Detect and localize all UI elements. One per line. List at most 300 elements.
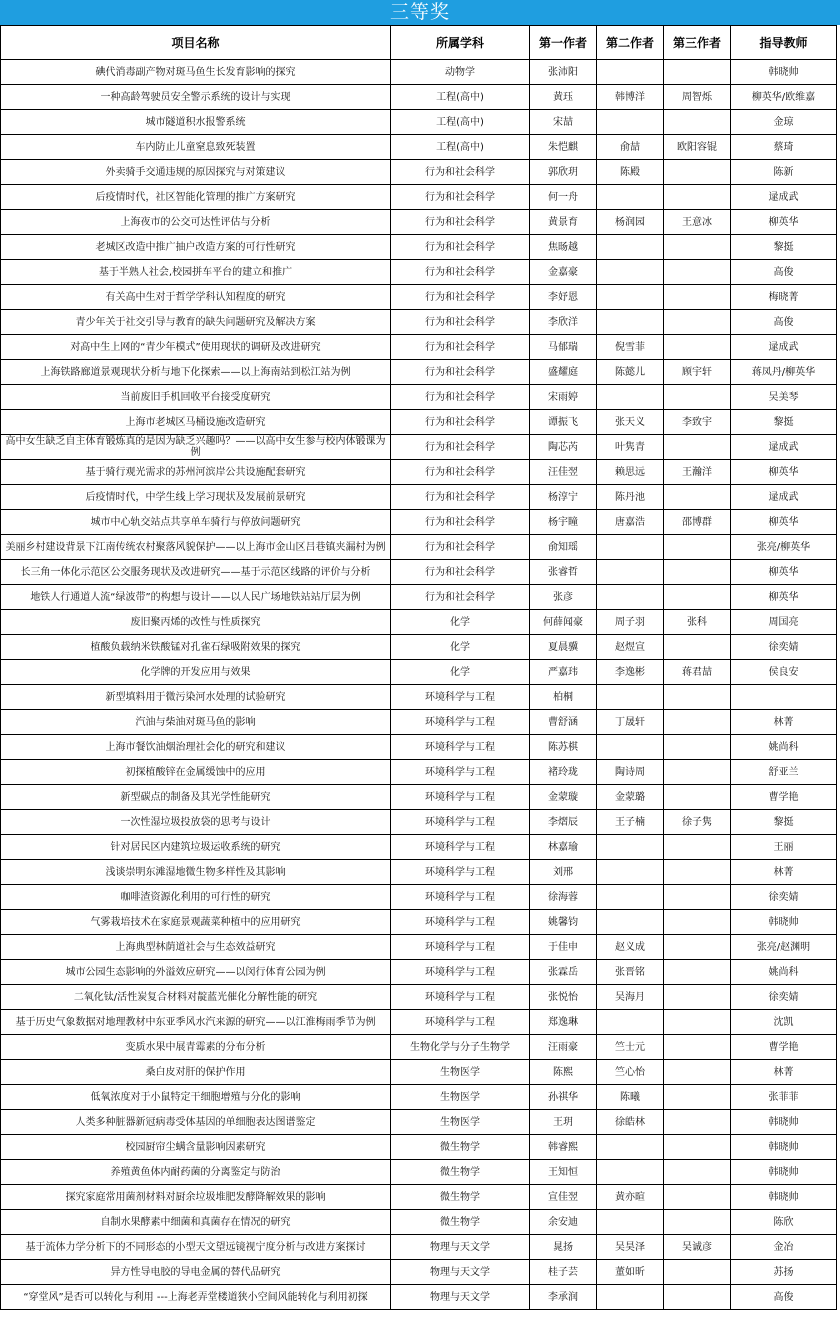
third-author-cell [664, 160, 731, 185]
table-row [1, 935, 837, 960]
third-author-cell [664, 285, 731, 310]
discipline-cell: 微生物学 [391, 1185, 530, 1210]
third-author-cell: 徐子隽 [664, 810, 731, 835]
second-author-cell [597, 310, 664, 335]
project-name-cell: 植酸负载纳米铁酸锰对孔雀石绿吸附效果的探究 [1, 635, 391, 660]
table-row [1, 1135, 837, 1160]
project-name-cell: 探究家庭常用菌剂材料对厨余垃圾堆肥发酵降解效果的影响 [1, 1185, 391, 1210]
second-author-cell: 唐嘉浩 [597, 510, 664, 535]
table-row [1, 660, 837, 685]
third-author-cell [664, 1260, 731, 1285]
project-name-cell: 养殖黄鱼体内耐药菌的分离鉴定与防治 [1, 1160, 391, 1185]
table-row [1, 760, 837, 785]
third-author-cell [664, 785, 731, 810]
first-author-cell: 杨淳宁 [530, 485, 597, 510]
project-name-cell: 上海市餐饮油烟治理社会化的研究和建议 [1, 735, 391, 760]
discipline-cell: 环境科学与工程 [391, 785, 530, 810]
advisor-cell: 逯成武 [731, 185, 837, 210]
advisor-cell: 沈凯 [731, 1010, 837, 1035]
project-name-cell: 城市隧道积水报警系统 [1, 110, 391, 135]
project-name-cell: 外卖骑手交通违规的原因探究与对策建议 [1, 160, 391, 185]
advisor-cell: 柳英华 [731, 210, 837, 235]
discipline-cell: 动物学 [391, 60, 530, 85]
first-author-cell: 褚玲珑 [530, 760, 597, 785]
second-author-cell: 董如昕 [597, 1260, 664, 1285]
first-author-cell: 谭振飞 [530, 410, 597, 435]
third-author-cell: 吴诚彦 [664, 1235, 731, 1260]
advisor-cell: 周国亮 [731, 610, 837, 635]
project-name-cell: 基于骑行观光需求的苏州河滨岸公共设施配套研究 [1, 460, 391, 485]
third-author-cell [664, 185, 731, 210]
discipline-cell: 环境科学与工程 [391, 960, 530, 985]
discipline-cell: 行为和社会科学 [391, 535, 530, 560]
first-author-cell: 张悦怡 [530, 985, 597, 1010]
third-author-cell [664, 1160, 731, 1185]
first-author-cell: 柏桐 [530, 685, 597, 710]
table-row [1, 235, 837, 260]
second-author-cell: 吴昊泽 [597, 1235, 664, 1260]
discipline-cell: 工程(高中) [391, 85, 530, 110]
advisor-cell: 逯成武 [731, 435, 837, 460]
second-author-cell: 陈丹池 [597, 485, 664, 510]
first-author-cell: 桂子芸 [530, 1260, 597, 1285]
table-row [1, 1285, 837, 1310]
third-author-cell [664, 435, 731, 460]
project-name-cell: 自制水果酵素中细菌和真菌存在情况的研究 [1, 1210, 391, 1235]
advisor-cell: 黎挺 [731, 810, 837, 835]
table-row [1, 110, 837, 135]
advisor-cell: 柳英华 [731, 510, 837, 535]
second-author-cell: 杨润园 [597, 210, 664, 235]
advisor-cell: 蒋凤丹/柳英华 [731, 360, 837, 385]
third-author-cell: 欧阳容锟 [664, 135, 731, 160]
second-author-cell [597, 685, 664, 710]
discipline-cell: 生物医学 [391, 1110, 530, 1135]
third-author-cell [664, 260, 731, 285]
discipline-cell: 环境科学与工程 [391, 835, 530, 860]
first-author-cell: 马郁瑞 [530, 335, 597, 360]
first-author-cell: 于佳申 [530, 935, 597, 960]
table-row [1, 1260, 837, 1285]
discipline-cell: 行为和社会科学 [391, 510, 530, 535]
discipline-cell: 行为和社会科学 [391, 260, 530, 285]
first-author-cell: 郭欣玥 [530, 160, 597, 185]
project-name-cell: 一次性湿垃圾投放袋的思考与设计 [1, 810, 391, 835]
first-author-cell: 金蒙璇 [530, 785, 597, 810]
first-author-cell: 孙祺华 [530, 1085, 597, 1110]
first-author-cell: 韩睿熙 [530, 1135, 597, 1160]
third-author-cell [664, 1035, 731, 1060]
table-row [1, 60, 837, 85]
table-row [1, 710, 837, 735]
advisor-cell: 徐奕婧 [731, 985, 837, 1010]
advisor-cell: 林菁 [731, 1060, 837, 1085]
third-author-cell [664, 685, 731, 710]
table-row [1, 985, 837, 1010]
first-author-cell: 严嘉玮 [530, 660, 597, 685]
first-author-cell: 徐海蓉 [530, 885, 597, 910]
first-author-cell: 李欣洋 [530, 310, 597, 335]
first-author-cell: 汪雨豪 [530, 1035, 597, 1060]
second-author-cell [597, 1285, 664, 1310]
second-author-cell: 竺士元 [597, 1035, 664, 1060]
advisor-cell: 徐奕婧 [731, 635, 837, 660]
advisor-cell: 陈欣 [731, 1210, 837, 1235]
second-author-cell [597, 235, 664, 260]
second-author-cell [597, 285, 664, 310]
second-author-cell: 李逸彬 [597, 660, 664, 685]
award-table [0, 25, 837, 1310]
discipline-cell: 环境科学与工程 [391, 1010, 530, 1035]
third-author-cell [664, 1010, 731, 1035]
discipline-cell: 物理与天文学 [391, 1285, 530, 1310]
project-name-cell: 二氧化钛/活性炭复合材料对靛蓝光催化分解性能的研究 [1, 985, 391, 1010]
discipline-cell: 环境科学与工程 [391, 885, 530, 910]
table-row [1, 785, 837, 810]
table-row [1, 210, 837, 235]
project-name-cell: 上海夜市的公交可达性评估与分析 [1, 210, 391, 235]
project-name-cell: 有关高中生对于哲学学科认知程度的研究 [1, 285, 391, 310]
advisor-cell: 韩晓帅 [731, 1160, 837, 1185]
discipline-cell: 行为和社会科学 [391, 210, 530, 235]
third-author-cell [664, 860, 731, 885]
project-name-cell: 美丽乡村建设背景下江南传统农村聚落风貌保护——以上海市金山区吕巷镇夹漏村为例 [1, 535, 391, 560]
third-author-cell [664, 60, 731, 85]
second-author-cell [597, 60, 664, 85]
second-author-cell [597, 1210, 664, 1235]
project-name-cell: 上海典型林荫道社会与生态效益研究 [1, 935, 391, 960]
second-author-cell [597, 1010, 664, 1035]
project-name-cell: 高中女生缺乏自主体育锻炼真的是因为缺乏兴趣吗？——以高中女生参与校内体锻课为例 [1, 435, 391, 460]
discipline-cell: 微生物学 [391, 1210, 530, 1235]
third-author-cell [664, 985, 731, 1010]
third-author-cell: 李致宇 [664, 410, 731, 435]
third-author-cell [664, 960, 731, 985]
header-third-author: 第三作者 [664, 26, 731, 60]
first-author-cell: 夏晨骥 [530, 635, 597, 660]
discipline-cell: 行为和社会科学 [391, 485, 530, 510]
first-author-cell: 张沛阳 [530, 60, 597, 85]
advisor-cell: 苏扬 [731, 1260, 837, 1285]
second-author-cell [597, 910, 664, 935]
advisor-cell: 林菁 [731, 710, 837, 735]
advisor-cell [731, 685, 837, 710]
discipline-cell: 行为和社会科学 [391, 235, 530, 260]
project-name-cell: 新型碳点的制备及其光学性能研究 [1, 785, 391, 810]
discipline-cell: 行为和社会科学 [391, 560, 530, 585]
table-row [1, 335, 837, 360]
third-author-cell [664, 385, 731, 410]
table-row [1, 560, 837, 585]
first-author-cell: 金嘉豪 [530, 260, 597, 285]
second-author-cell: 赖思远 [597, 460, 664, 485]
first-author-cell: 晁扬 [530, 1235, 597, 1260]
advisor-cell: 侯良安 [731, 660, 837, 685]
discipline-cell: 行为和社会科学 [391, 185, 530, 210]
advisor-cell: 张亮/柳英华 [731, 535, 837, 560]
discipline-cell: 行为和社会科学 [391, 160, 530, 185]
third-author-cell [664, 735, 731, 760]
project-name-cell: 咖啡渣资源化利用的可行性的研究 [1, 885, 391, 910]
table-row [1, 1160, 837, 1185]
advisor-cell: 柳英华 [731, 585, 837, 610]
third-author-cell: 顾宇轩 [664, 360, 731, 385]
second-author-cell: 吴海月 [597, 985, 664, 1010]
third-author-cell [664, 1085, 731, 1110]
project-name-cell: 基于半熟人社会,校园拼车平台的建立和推广 [1, 260, 391, 285]
second-author-cell: 周子羽 [597, 610, 664, 635]
second-author-cell: 倪雪菲 [597, 335, 664, 360]
project-name-cell: 校园厨帘尘螨含量影响因素研究 [1, 1135, 391, 1160]
second-author-cell: 俞喆 [597, 135, 664, 160]
third-author-cell [664, 335, 731, 360]
advisor-cell: 梅晓菁 [731, 285, 837, 310]
first-author-cell: 李承润 [530, 1285, 597, 1310]
discipline-cell: 行为和社会科学 [391, 585, 530, 610]
table-row [1, 135, 837, 160]
table-row [1, 1010, 837, 1035]
second-author-cell [597, 385, 664, 410]
first-author-cell: 何一舟 [530, 185, 597, 210]
table-row [1, 685, 837, 710]
project-name-cell: 一种高龄驾驶员安全警示系统的设计与实现 [1, 85, 391, 110]
first-author-cell: 焦旸越 [530, 235, 597, 260]
table-body [1, 60, 837, 1310]
first-author-cell: 李熠辰 [530, 810, 597, 835]
project-name-cell: 上海市老城区马桶设施改造研究 [1, 410, 391, 435]
second-author-cell [597, 260, 664, 285]
table-header-row [1, 26, 837, 60]
first-author-cell: 杨宇瞳 [530, 510, 597, 535]
table-row [1, 585, 837, 610]
advisor-cell: 金冶 [731, 1235, 837, 1260]
first-author-cell: 黄景育 [530, 210, 597, 235]
advisor-cell: 徐奕婧 [731, 885, 837, 910]
advisor-cell: 韩晓帅 [731, 1185, 837, 1210]
project-name-cell: 异方性导电胶的导电金属的替代品研究 [1, 1260, 391, 1285]
table-row [1, 285, 837, 310]
discipline-cell: 环境科学与工程 [391, 910, 530, 935]
advisor-cell: 吴美琴 [731, 385, 837, 410]
second-author-cell: 王子楠 [597, 810, 664, 835]
third-author-cell [664, 235, 731, 260]
discipline-cell: 行为和社会科学 [391, 360, 530, 385]
third-author-cell: 王瀚洋 [664, 460, 731, 485]
project-name-cell: “穿堂风”是否可以转化与利用 ---上海老弄堂楼道狭小空间风能转化与利用初探 [1, 1285, 391, 1310]
project-name-cell: 气雾栽培技术在家庭景观蔬菜种植中的应用研究 [1, 910, 391, 935]
third-author-cell [664, 1110, 731, 1135]
table-row [1, 610, 837, 635]
advisor-cell: 柳英华 [731, 460, 837, 485]
advisor-cell: 张亮/赵渊明 [731, 935, 837, 960]
discipline-cell: 环境科学与工程 [391, 860, 530, 885]
project-name-cell: 基于流体力学分析下的不同形态的小型天文望远镜视宁度分析与改进方案探讨 [1, 1235, 391, 1260]
advisor-cell: 韩晓帅 [731, 910, 837, 935]
third-author-cell [664, 835, 731, 860]
project-name-cell: 针对居民区内建筑垃圾运收系统的研究 [1, 835, 391, 860]
second-author-cell: 陈曦 [597, 1085, 664, 1110]
table-row [1, 385, 837, 410]
third-author-cell: 邵博群 [664, 510, 731, 535]
discipline-cell: 微生物学 [391, 1160, 530, 1185]
second-author-cell: 竺心怡 [597, 1060, 664, 1085]
advisor-cell: 逯成武 [731, 335, 837, 360]
second-author-cell: 徐皓林 [597, 1110, 664, 1135]
discipline-cell: 行为和社会科学 [391, 285, 530, 310]
header-project-name: 项目名称 [1, 26, 391, 60]
advisor-cell: 韩晓帅 [731, 60, 837, 85]
advisor-cell: 舒亚兰 [731, 760, 837, 785]
advisor-cell: 林菁 [731, 860, 837, 885]
first-author-cell: 何薛闻豪 [530, 610, 597, 635]
second-author-cell [597, 110, 664, 135]
advisor-cell: 高俊 [731, 260, 837, 285]
second-author-cell [597, 535, 664, 560]
table-row [1, 310, 837, 335]
second-author-cell [597, 835, 664, 860]
award-banner [0, 0, 840, 25]
project-name-cell: 城市公园生态影响的外溢效应研究——以闵行体育公园为例 [1, 960, 391, 985]
project-name-cell: 当前废旧手机回收平台接受度研究 [1, 385, 391, 410]
table-row [1, 510, 837, 535]
discipline-cell: 物理与天文学 [391, 1260, 530, 1285]
first-author-cell: 姚馨钧 [530, 910, 597, 935]
third-author-cell [664, 1060, 731, 1085]
discipline-cell: 行为和社会科学 [391, 460, 530, 485]
second-author-cell: 金蒙璐 [597, 785, 664, 810]
table-row [1, 485, 837, 510]
table-row [1, 910, 837, 935]
project-name-cell: 基于历史气象数据对地理教材中东亚季风水汽来源的研究——以江淮梅雨季节为例 [1, 1010, 391, 1035]
advisor-cell: 张菲菲 [731, 1085, 837, 1110]
first-author-cell: 汪佳翌 [530, 460, 597, 485]
project-name-cell: 青少年关于社交引导与教育的缺失问题研究及解决方案 [1, 310, 391, 335]
project-name-cell: 低氧浓度对于小鼠特定干细胞增殖与分化的影响 [1, 1085, 391, 1110]
advisor-cell: 高俊 [731, 310, 837, 335]
second-author-cell: 张晋铭 [597, 960, 664, 985]
discipline-cell: 行为和社会科学 [391, 310, 530, 335]
third-author-cell [664, 635, 731, 660]
first-author-cell: 陶芯芮 [530, 435, 597, 460]
advisor-cell: 姚尚科 [731, 735, 837, 760]
table-row [1, 735, 837, 760]
second-author-cell: 韩博洋 [597, 85, 664, 110]
project-name-cell: 桑白皮对肝的保护作用 [1, 1060, 391, 1085]
second-author-cell [597, 185, 664, 210]
second-author-cell: 张天义 [597, 410, 664, 435]
header-second-author: 第二作者 [597, 26, 664, 60]
second-author-cell [597, 860, 664, 885]
advisor-cell: 曹学艳 [731, 785, 837, 810]
project-name-cell: 上海铁路廊道景观现状分析与地下化探索——以上海南站到松江站为例 [1, 360, 391, 385]
third-author-cell [664, 585, 731, 610]
third-author-cell [664, 1210, 731, 1235]
project-name-cell: 对高中生上网的“青少年模式”使用现状的调研及改进研究 [1, 335, 391, 360]
project-name-cell: 化学牌的开发应用与效果 [1, 660, 391, 685]
third-author-cell [664, 1135, 731, 1160]
discipline-cell: 环境科学与工程 [391, 710, 530, 735]
table-row [1, 810, 837, 835]
table-row [1, 535, 837, 560]
table-row [1, 1035, 837, 1060]
advisor-cell: 黎挺 [731, 410, 837, 435]
project-name-cell: 废旧聚丙烯的改性与性质探究 [1, 610, 391, 635]
table-row [1, 1235, 837, 1260]
first-author-cell: 王玥 [530, 1110, 597, 1135]
award-level-title: 三等奖 [390, 1, 451, 23]
first-author-cell: 俞知瑶 [530, 535, 597, 560]
table-row [1, 1185, 837, 1210]
project-name-cell: 老城区改造中推广抽户改造方案的可行性研究 [1, 235, 391, 260]
project-name-cell: 新型填料用于微污染河水处理的试验研究 [1, 685, 391, 710]
advisor-cell: 韩晓帅 [731, 1110, 837, 1135]
project-name-cell: 浅谈崇明东滩湿地微生物多样性及其影响 [1, 860, 391, 885]
table-row [1, 160, 837, 185]
table-row [1, 185, 837, 210]
project-name-cell: 人类多种脏器新冠病毒受体基因的单细胞表达图谱鉴定 [1, 1110, 391, 1135]
second-author-cell [597, 560, 664, 585]
second-author-cell: 陈殿 [597, 160, 664, 185]
third-author-cell [664, 1185, 731, 1210]
table-row [1, 860, 837, 885]
second-author-cell [597, 1160, 664, 1185]
discipline-cell: 环境科学与工程 [391, 760, 530, 785]
project-name-cell: 车内防止儿童窒息致死装置 [1, 135, 391, 160]
table-row [1, 260, 837, 285]
second-author-cell [597, 885, 664, 910]
first-author-cell: 朱恺麒 [530, 135, 597, 160]
third-author-cell [664, 760, 731, 785]
discipline-cell: 行为和社会科学 [391, 435, 530, 460]
discipline-cell: 物理与天文学 [391, 1235, 530, 1260]
table-row [1, 1210, 837, 1235]
advisor-cell: 王丽 [731, 835, 837, 860]
discipline-cell: 生物化学与分子生物学 [391, 1035, 530, 1060]
third-author-cell [664, 935, 731, 960]
second-author-cell: 叶隽青 [597, 435, 664, 460]
project-name-cell: 碘代消毒副产物对斑马鱼生长发育影响的探究 [1, 60, 391, 85]
third-author-cell [664, 910, 731, 935]
table-row [1, 85, 837, 110]
table-row [1, 1110, 837, 1135]
discipline-cell: 环境科学与工程 [391, 735, 530, 760]
advisor-cell: 高俊 [731, 1285, 837, 1310]
second-author-cell: 陶诗周 [597, 760, 664, 785]
third-author-cell: 周智烁 [664, 85, 731, 110]
second-author-cell [597, 735, 664, 760]
discipline-cell: 工程(高中) [391, 110, 530, 135]
first-author-cell: 林嘉瑜 [530, 835, 597, 860]
first-author-cell: 黄珏 [530, 85, 597, 110]
table-row [1, 885, 837, 910]
first-author-cell: 陈苏棋 [530, 735, 597, 760]
discipline-cell: 环境科学与工程 [391, 985, 530, 1010]
third-author-cell [664, 535, 731, 560]
discipline-cell: 化学 [391, 635, 530, 660]
first-author-cell: 郑逸琳 [530, 1010, 597, 1035]
second-author-cell: 陈懿儿 [597, 360, 664, 385]
first-author-cell: 刘邢 [530, 860, 597, 885]
table-row [1, 960, 837, 985]
table-row [1, 460, 837, 485]
discipline-cell: 化学 [391, 610, 530, 635]
discipline-cell: 工程(高中) [391, 135, 530, 160]
table-row [1, 1060, 837, 1085]
project-name-cell: 地铁人行通道人流“绿波带”的构想与设计——以人民广场地铁站站厅层为例 [1, 585, 391, 610]
table-row [1, 410, 837, 435]
third-author-cell [664, 560, 731, 585]
discipline-cell: 生物医学 [391, 1085, 530, 1110]
